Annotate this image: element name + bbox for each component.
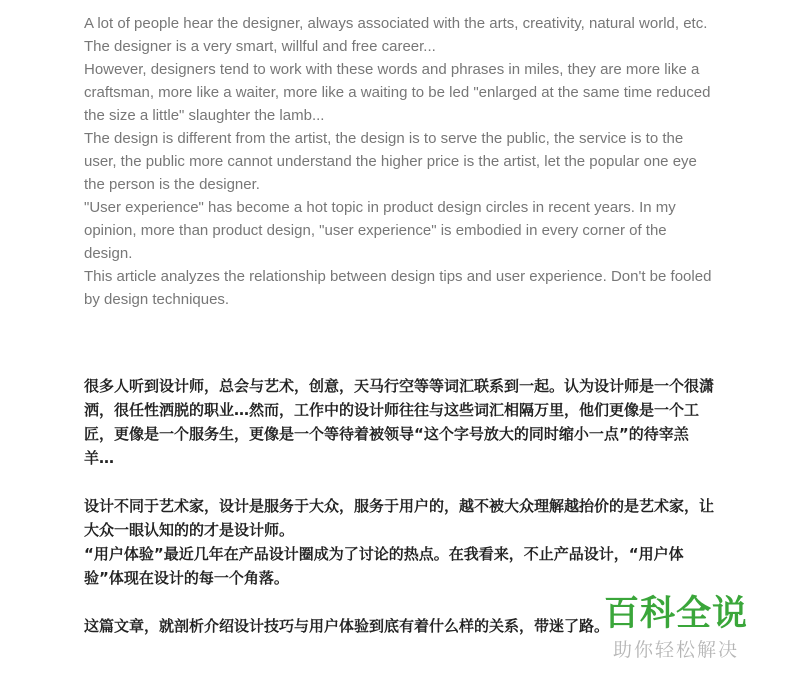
watermark-subtitle: 助你轻松解决 (612, 639, 739, 661)
chinese-paragraph-4: 这篇文章，就剖析介绍设计技巧与用户体验到底有着什么样的关系，带迷了路。 (84, 617, 610, 635)
chinese-paragraph-2: 设计不同于艺术家，设计是服务于大众，服务于用户的，越不被大众理解越抬价的是艺术家，让大众一眼认知的的才是设计师。 (84, 497, 715, 539)
english-paragraph-3: The design is different from the artist, the design is to serve the public, the service is to the user, the public more cannot understand the higher price is the artist, let the popular one eye the person is the designer. (84, 130, 697, 193)
english-paragraph-5: This article analyzes the relationship between design tips and user experience. Don't be fooled by design techniques. (84, 268, 712, 308)
paragraph-gap (84, 470, 714, 494)
watermark-title: 百科全说 (603, 594, 748, 634)
english-paragraph-1: A lot of people hear the designer, always associated with the arts, creativity, natural world, etc. The designer is a very smart, willful and free career... (84, 15, 708, 55)
english-text-block (84, 12, 714, 311)
watermark-logo (596, 594, 756, 662)
chinese-paragraph-1: 很多人听到设计师，总会与艺术，创意，天马行空等等词汇联系到一起。认为设计师是一个很潇洒，很任性洒脱的职业…然而，工作中的设计师往往与这些词汇相隔万里，他们更像是一个工匠，更像是一个服务生，更像是一个等待着被领导“这个字号放大的同时缩小一点”的待宰羔羊… (84, 377, 715, 467)
chinese-paragraph-3: “用户体验”最近几年在产品设计圈成为了讨论的热点。在我看来，不止产品设计，“用户体验”体现在设计的每一个角落。 (84, 545, 684, 587)
english-paragraph-4: "User experience" has become a hot topic in product design circles in recent years. In my opinion, more than product design, "user experience" is embodied in every corner of the design. (84, 199, 676, 262)
english-paragraph-2: However, designers tend to work with these words and phrases in miles, they are more like a craftsman, more like a waiter, more like a waiting to be led "enlarged at the same time reduced the size a little" slaughter the lamb... (84, 61, 711, 124)
